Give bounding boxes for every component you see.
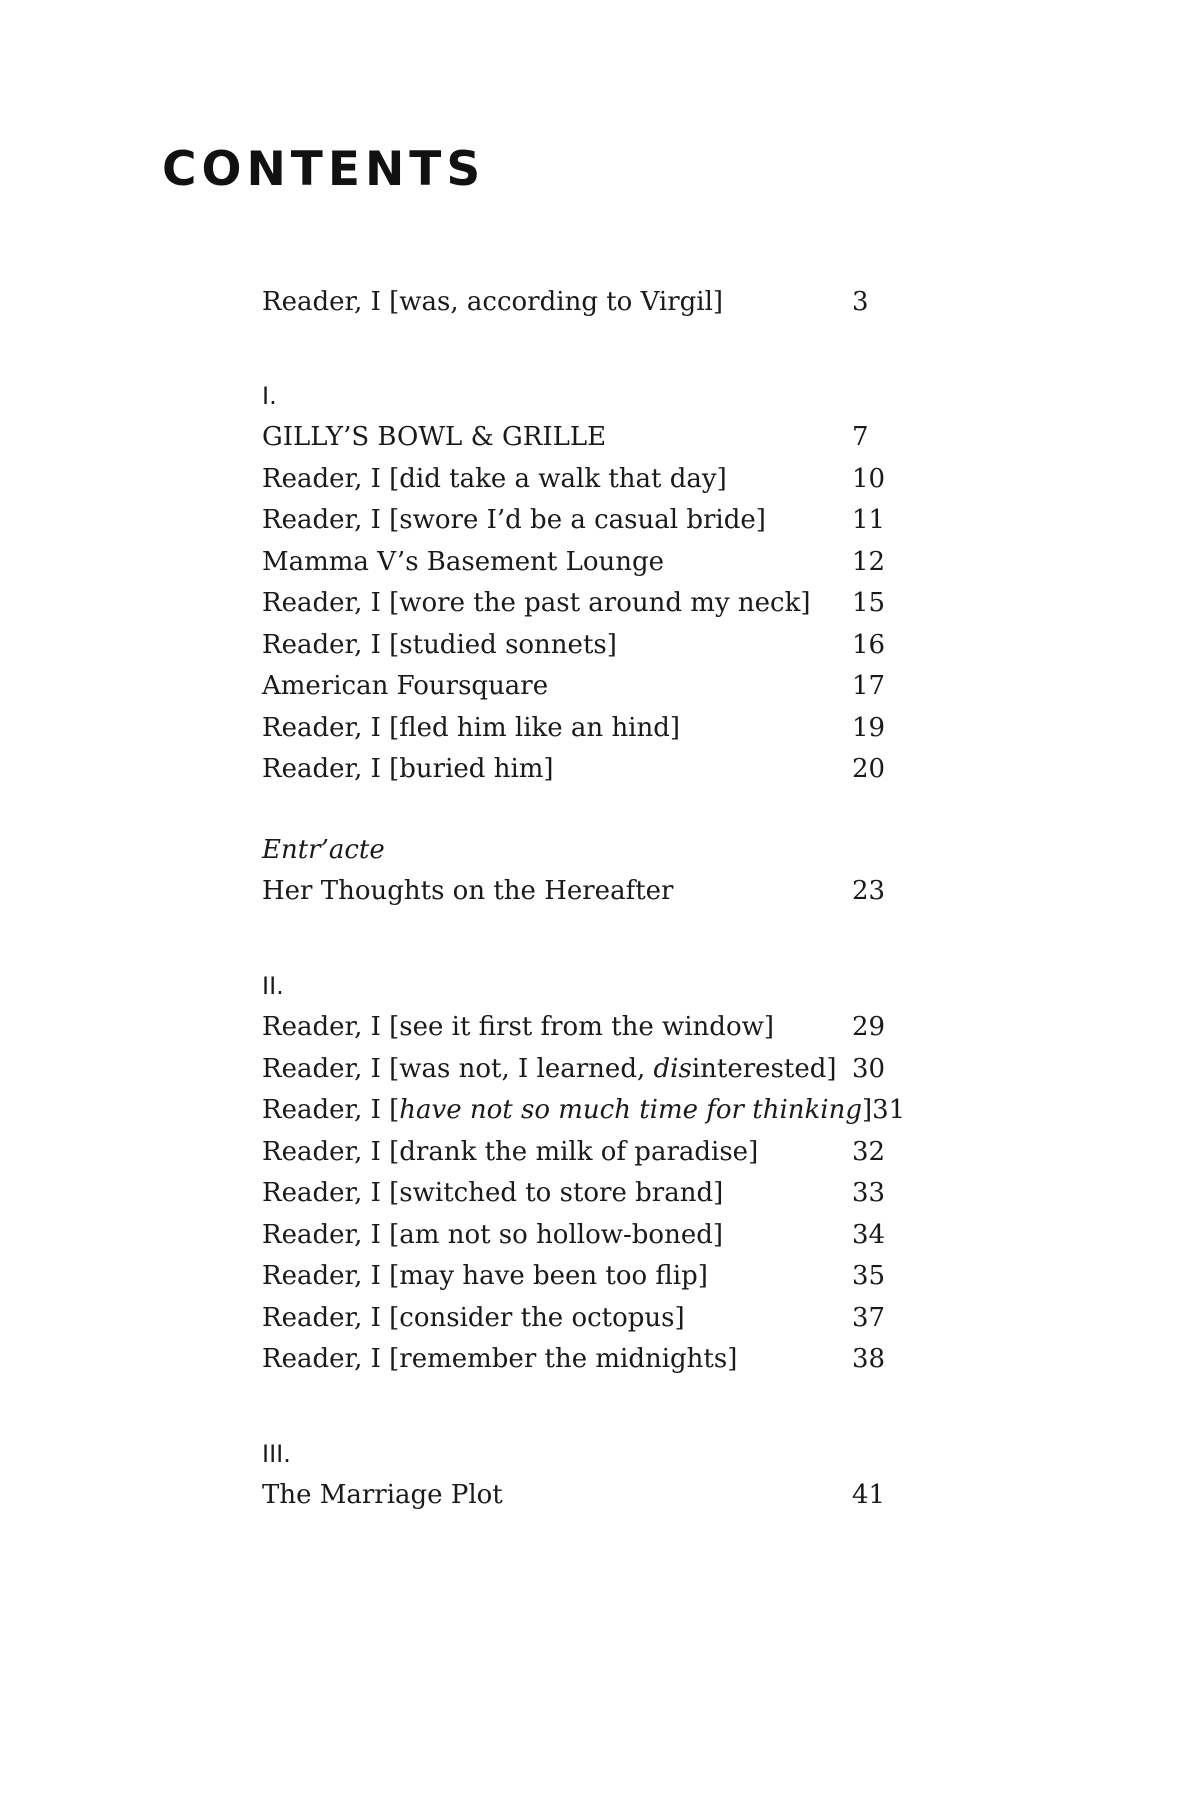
entry-title-post: ]	[861, 1095, 873, 1125]
toc-entry[interactable]	[262, 666, 902, 708]
entry-title: Reader, I [am not so hollow-boned]	[262, 1219, 724, 1250]
entry-page: 33	[852, 1178, 886, 1208]
section-heading: I.	[262, 381, 277, 410]
toc-entry[interactable]	[262, 459, 902, 501]
entry-page: 17	[852, 671, 886, 701]
toc-entry[interactable]	[262, 1339, 902, 1381]
entry-title: Reader, I [may have been too flip]	[262, 1261, 708, 1291]
page-title: CONTENTS	[162, 142, 486, 197]
entry-title-pre: Reader, I [was not, I learned,	[262, 1053, 654, 1084]
entry-title-post: interested]	[691, 1053, 837, 1084]
entry-page: 19	[852, 712, 886, 743]
entry-title: GILLY’S BOWL & GRILLE	[262, 422, 607, 452]
entry-title: Reader, I [consider the octopus]	[262, 1302, 685, 1333]
entry-page: 3	[852, 287, 869, 317]
toc-entry[interactable]	[262, 417, 902, 459]
entry-title: American Foursquare	[262, 671, 549, 701]
entry-page: 12	[852, 546, 886, 577]
entry-page: 41	[852, 1480, 886, 1510]
toc-entry[interactable]	[262, 1090, 906, 1132]
entry-title: Reader, I [wore the past around my neck]	[262, 588, 811, 618]
toc-entry[interactable]	[262, 1475, 902, 1517]
entry-page: 15	[852, 588, 886, 618]
entry-page: 29	[852, 1012, 886, 1042]
entry-title: Reader, I [studied sonnets]	[262, 629, 617, 660]
entry-title: Her Thoughts on the Hereafter	[262, 876, 674, 906]
toc-entry[interactable]	[262, 1215, 902, 1257]
toc-entry[interactable]	[262, 749, 902, 791]
entracte-heading: Entr’acte	[262, 834, 385, 865]
toc-entry[interactable]	[262, 625, 902, 667]
entry-page: 11	[852, 505, 886, 535]
entry-page: 23	[852, 876, 886, 906]
entry-title: Mamma V’s Basement Lounge	[262, 546, 665, 577]
toc-entry[interactable]	[262, 500, 902, 542]
entry-page: 37	[852, 1302, 886, 1333]
entry-page: 32	[852, 1136, 886, 1167]
entry-title: Reader, I [remember the midnights]	[262, 1344, 738, 1374]
toc-entry[interactable]	[262, 1132, 902, 1174]
entry-title: Reader, I [was, according to Virgil]	[262, 287, 724, 317]
entry-title: Reader, I [buried him]	[262, 754, 554, 784]
entry-title: Reader, I [switched to store brand]	[262, 1178, 724, 1208]
entry-page: 7	[852, 422, 869, 452]
section-heading: III.	[262, 1439, 291, 1468]
entry-page: 20	[852, 754, 886, 784]
toc-entry[interactable]	[262, 1256, 902, 1298]
table-of-contents	[262, 282, 906, 1517]
toc-entry[interactable]	[262, 1298, 902, 1340]
toc-entry[interactable]	[262, 583, 902, 625]
toc-entry[interactable]	[262, 1049, 902, 1091]
entry-page: 35	[852, 1261, 886, 1291]
entry-title	[262, 1090, 872, 1132]
toc-entry[interactable]	[262, 1007, 902, 1049]
toc-entry[interactable]	[262, 542, 902, 584]
toc-entry[interactable]	[262, 871, 902, 913]
entry-title: Reader, I [drank the milk of paradise]	[262, 1136, 759, 1167]
entry-title: Reader, I [did take a walk that day]	[262, 463, 727, 494]
entry-title-pre: Reader, I [	[262, 1095, 400, 1125]
toc-entry[interactable]	[262, 1173, 902, 1215]
entry-title: Reader, I [swore I’d be a casual bride]	[262, 505, 766, 535]
entry-page: 31	[872, 1095, 906, 1125]
entry-title-italic: dis	[653, 1053, 692, 1084]
entry-page: 16	[852, 629, 886, 660]
toc-entry[interactable]	[262, 708, 902, 750]
entry-page: 34	[852, 1219, 886, 1250]
entry-title: Reader, I [fled him like an hind]	[262, 712, 681, 743]
entry-page: 10	[852, 463, 886, 494]
entry-title	[262, 1049, 852, 1091]
entry-title: Reader, I [see it first from the window]	[262, 1012, 774, 1042]
toc-entry[interactable]	[262, 282, 902, 324]
section-heading: II.	[262, 971, 284, 1000]
entry-page: 30	[852, 1053, 886, 1084]
entry-title: The Marriage Plot	[262, 1480, 503, 1510]
entry-title-italic: have not so much time for thinking	[399, 1095, 862, 1125]
entry-page: 38	[852, 1344, 886, 1374]
